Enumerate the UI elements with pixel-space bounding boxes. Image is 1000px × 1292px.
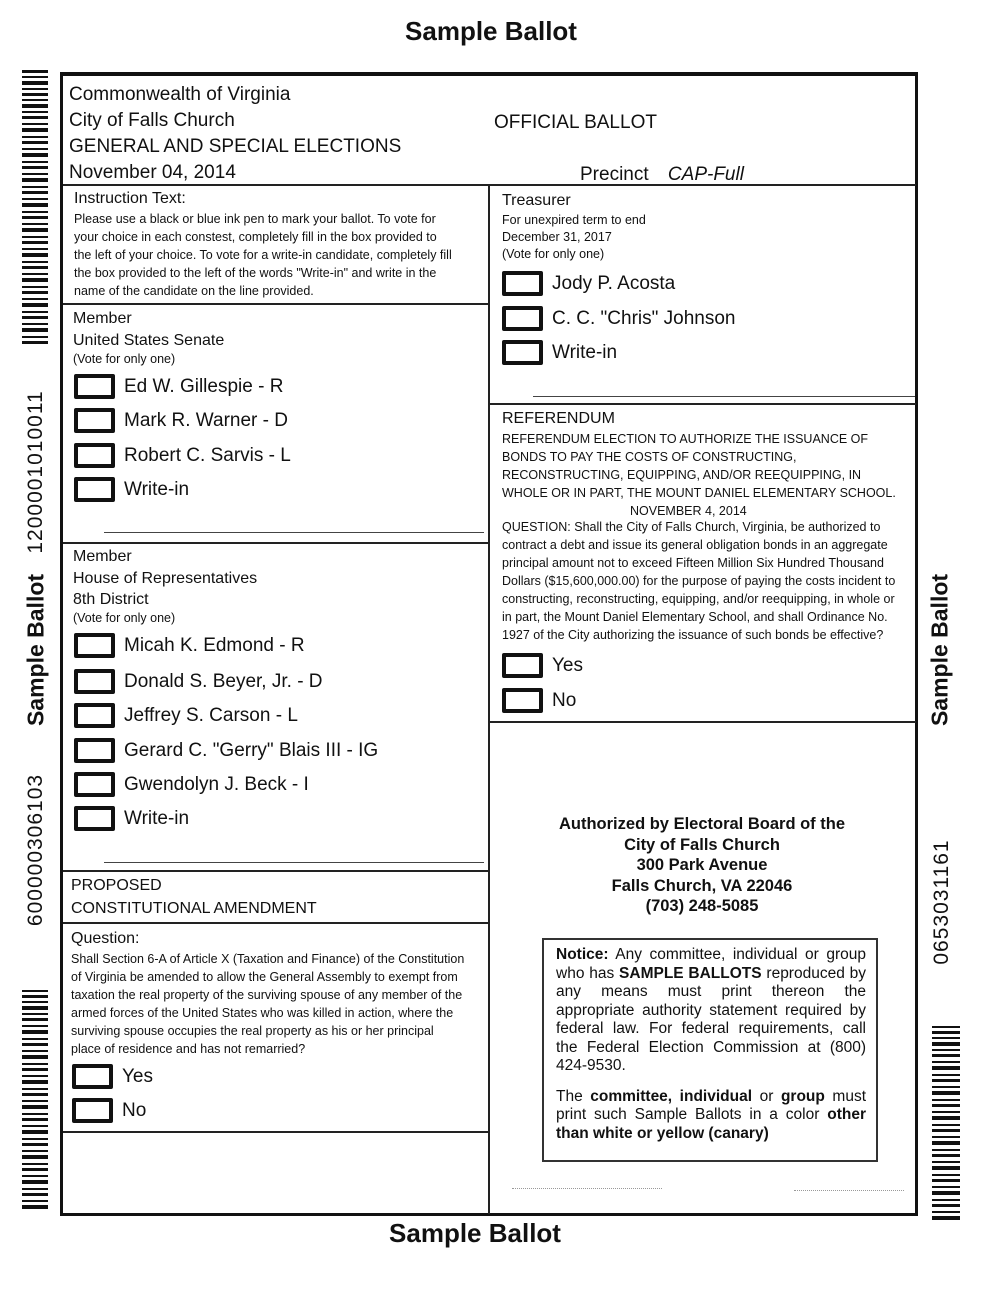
treasurer-option-2[interactable] xyxy=(502,306,736,331)
amendment-no[interactable] xyxy=(72,1098,146,1123)
senate-option-2[interactable] xyxy=(74,408,288,433)
notice-emphasis: committee, individual xyxy=(590,1087,753,1105)
authority-line: Falls Church, VA 22046 xyxy=(611,876,793,895)
candidate-name: Gerard C. "Gerry" Blais III - IG xyxy=(124,739,379,761)
option-label: Yes xyxy=(122,1065,153,1087)
notice-text: The xyxy=(556,1087,591,1105)
option-label: Yes xyxy=(552,654,583,676)
header-locality: City of Falls Church xyxy=(69,110,235,131)
amendment-question-text xyxy=(71,950,485,1058)
authority-line: Authorized by Electoral Board of the xyxy=(558,815,846,833)
notice-paragraph-2 xyxy=(556,1088,866,1144)
precinct-value: CAP-Full xyxy=(667,164,744,185)
referendum-question-line: principal amount not to exceed Fifteen Million Six Hundred Thousand xyxy=(502,556,884,570)
amendment-title-2: CONSTITUTIONAL AMENDMENT xyxy=(71,900,317,917)
treasurer-write-in[interactable] xyxy=(502,340,617,365)
vote-checkbox[interactable] xyxy=(502,688,543,713)
notice-text: Any committee, individual or group who has xyxy=(556,946,866,982)
notice-emphasis: group xyxy=(780,1087,825,1105)
referendum-question-line: QUESTION: Shall the City of Falls Church, Virginia, be authorized to xyxy=(502,520,881,534)
authority-line: City of Falls Church xyxy=(624,835,780,854)
instructions-line: your choice in each constest, completely fill in the box provided to xyxy=(74,230,437,244)
vote-checkbox[interactable] xyxy=(74,443,115,468)
senate-option-3[interactable] xyxy=(74,443,291,468)
amendment-divider xyxy=(63,1131,488,1133)
house-body: House of Representatives xyxy=(73,570,258,587)
amendment-line: place of residence and has not remarried? xyxy=(71,1042,306,1056)
authority-line: (703) 248-5085 xyxy=(645,897,759,916)
referendum-question-line: in part, the Mount Daniel Elementary School, and shall Ordinance No. xyxy=(502,610,888,624)
amendment-line: Shall Section 6-A of Article X (Taxation and Finance) of the Constitution xyxy=(71,952,465,966)
treasurer-term-2: December 31, 2017 xyxy=(502,230,612,244)
amendment-yes[interactable] xyxy=(72,1064,153,1089)
candidate-name: Mark R. Warner - D xyxy=(124,409,288,431)
house-district: 8th District xyxy=(73,591,149,608)
vote-checkbox[interactable] xyxy=(74,633,115,658)
candidate-name: Write-in xyxy=(124,807,190,829)
house-write-in[interactable] xyxy=(74,806,189,831)
treasurer-office: Treasurer xyxy=(502,192,571,209)
instructions-divider xyxy=(63,303,488,305)
referendum-heading-line: WHOLE OR IN PART, THE MOUNT DANIEL ELEMENTARY SCHOOL. xyxy=(502,486,896,500)
official-ballot-label: OFFICIAL BALLOT xyxy=(494,112,657,133)
candidate-name: Robert C. Sarvis - L xyxy=(124,444,291,466)
left-bottom-barcode xyxy=(22,990,48,1212)
candidate-name: Micah K. Edmond - R xyxy=(124,634,305,656)
left-serial-bottom: 600000306103 xyxy=(24,773,47,927)
treasurer-term-1: For unexpired term to end xyxy=(502,213,646,227)
amendment-question-label: Question: xyxy=(71,930,140,947)
instructions-line: Please use a black or blue ink pen to mark your ballot. To vote for xyxy=(74,212,436,226)
vote-checkbox[interactable] xyxy=(502,271,543,296)
notice-text: or xyxy=(752,1087,781,1105)
referendum-heading-line: RECONSTRUCTING, EQUIPPING, AND/OR REEQUIPPING, IN xyxy=(502,468,862,482)
signature-line-left xyxy=(512,1188,662,1189)
instructions-title: Instruction Text: xyxy=(74,190,186,207)
right-sample-label: Sample Ballot xyxy=(926,573,953,727)
header-election: GENERAL AND SPECIAL ELECTIONS xyxy=(69,136,402,157)
instructions-text xyxy=(74,210,486,300)
house-option-2[interactable] xyxy=(74,669,323,694)
vote-checkbox[interactable] xyxy=(74,703,115,728)
precinct-label: Precinct xyxy=(580,164,649,185)
vote-checkbox[interactable] xyxy=(74,738,115,763)
vote-checkbox[interactable] xyxy=(502,306,543,331)
left-sample-label: Sample Ballot xyxy=(22,573,49,727)
candidate-name: Write-in xyxy=(552,341,618,363)
house-divider xyxy=(63,870,488,872)
referendum-date: NOVEMBER 4, 2014 xyxy=(630,504,747,518)
vote-checkbox[interactable] xyxy=(74,806,115,831)
senate-office: Member xyxy=(73,310,132,327)
senate-vote-for: (Vote for only one) xyxy=(73,352,176,366)
instructions-line: the left of your choice. To vote for a write-in candidate, completely fill xyxy=(74,248,452,262)
vote-checkbox[interactable] xyxy=(74,477,115,502)
amendment-title-1: PROPOSED xyxy=(71,877,162,894)
candidate-name: C. C. "Chris" Johnson xyxy=(552,307,736,329)
referendum-question-line: constructing, reconstructing, equipping, and/or reequipping, in whole or xyxy=(502,592,895,606)
house-option-5[interactable] xyxy=(74,772,309,797)
signature-line-right xyxy=(794,1190,904,1191)
amendment-line: armed forces of the United States who was killed in action, where the xyxy=(71,1006,454,1020)
senate-write-in-line[interactable] xyxy=(104,532,484,533)
instructions-line: name of the candidate on the line provided. xyxy=(74,284,314,298)
candidate-name: Jeffrey S. Carson - L xyxy=(124,704,298,726)
treasurer-vote-for: (Vote for only one) xyxy=(502,247,605,261)
left-top-barcode xyxy=(22,70,48,346)
notice-emphasis: other than white or yellow (canary) xyxy=(556,1106,866,1142)
amendment-line: of Virginia be amended to allow the General Assembly to exempt from xyxy=(71,970,458,984)
referendum-heading-line: BONDS TO PAY THE COSTS OF CONSTRUCTING, xyxy=(502,450,797,464)
header-state: Commonwealth of Virginia xyxy=(69,84,291,105)
notice-lead: Notice: xyxy=(556,946,609,963)
bottom-title: Sample Ballot xyxy=(389,1218,561,1248)
column-divider xyxy=(488,184,490,1214)
referendum-yes[interactable] xyxy=(502,653,583,678)
left-serial-top: 1200001010011 xyxy=(24,390,47,554)
candidate-name: Write-in xyxy=(124,478,190,500)
referendum-question-line: 1927 of the City authorizing the issuance of such bonds be effective? xyxy=(502,628,884,642)
senate-write-in[interactable] xyxy=(74,477,189,502)
referendum-title: REFERENDUM xyxy=(502,410,615,427)
instructions-line: the box provided to the left of the words "Write-in" and write in the xyxy=(74,266,437,280)
candidate-name: Ed W. Gillespie - R xyxy=(124,375,284,397)
referendum-divider xyxy=(490,721,916,723)
notice-box xyxy=(542,938,878,1162)
authority-statement xyxy=(500,814,904,917)
vote-checkbox[interactable] xyxy=(502,653,543,678)
top-title: Sample Ballot xyxy=(405,16,577,46)
header-date: November 04, 2014 xyxy=(69,162,236,183)
referendum-question-line: Dollars ($15,600,000.00) for the purpose of paying the costs incident to xyxy=(502,574,896,588)
referendum-question xyxy=(502,518,914,644)
candidate-name: Donald S. Beyer, Jr. - D xyxy=(124,670,323,692)
vote-checkbox[interactable] xyxy=(502,340,543,365)
notice-paragraph-1 xyxy=(556,946,866,1076)
vote-checkbox[interactable] xyxy=(72,1098,113,1123)
notice-text: reproduced by any means must print thereon the appropriate authority statement required by federal law. For federal requirements, call the Federal Election Commission at (800) 424-9530. xyxy=(556,964,866,1074)
referendum-heading-line: REFERENDUM ELECTION TO AUTHORIZE THE ISSUANCE OF xyxy=(502,432,869,446)
notice-text: must print such Sample Ballots in a color xyxy=(556,1087,866,1123)
vote-checkbox[interactable] xyxy=(74,669,115,694)
option-label: No xyxy=(552,689,577,711)
vote-checkbox[interactable] xyxy=(74,374,115,399)
amendment-line: taxation the real property of the surviving spouse of any member of the xyxy=(71,988,463,1002)
notice-emphasis: SAMPLE BALLOTS xyxy=(619,964,762,982)
candidate-name: Jody P. Acosta xyxy=(552,272,676,294)
authority-line: 300 Park Avenue xyxy=(636,856,768,875)
senate-divider xyxy=(63,542,488,544)
treasurer-write-in-line[interactable] xyxy=(533,396,915,397)
house-write-in-line[interactable] xyxy=(104,862,484,863)
senate-option-1[interactable] xyxy=(74,374,283,399)
vote-checkbox[interactable] xyxy=(74,772,115,797)
house-vote-for: (Vote for only one) xyxy=(73,611,176,625)
candidate-name: Gwendolyn J. Beck - I xyxy=(124,773,309,795)
house-option-4[interactable] xyxy=(74,738,378,763)
right-barcode xyxy=(932,1026,960,1222)
vote-checkbox[interactable] xyxy=(74,408,115,433)
referendum-no[interactable] xyxy=(502,688,576,713)
treasurer-divider xyxy=(490,403,916,405)
amendment-title-divider xyxy=(63,922,488,924)
referendum-question-line: contract a debt and issue its general obligation bonds in an aggregate xyxy=(502,538,888,552)
treasurer-option-1[interactable] xyxy=(502,271,675,296)
house-option-1[interactable] xyxy=(74,633,305,658)
amendment-line: surviving spouse occupies the real property as his or her principal xyxy=(71,1024,434,1038)
house-option-3[interactable] xyxy=(74,703,298,728)
right-serial: 0653031161 xyxy=(930,839,953,965)
referendum-heading xyxy=(502,430,914,520)
option-label: No xyxy=(122,1099,147,1121)
vote-checkbox[interactable] xyxy=(72,1064,113,1089)
senate-body: United States Senate xyxy=(73,332,225,349)
house-office: Member xyxy=(73,548,132,565)
